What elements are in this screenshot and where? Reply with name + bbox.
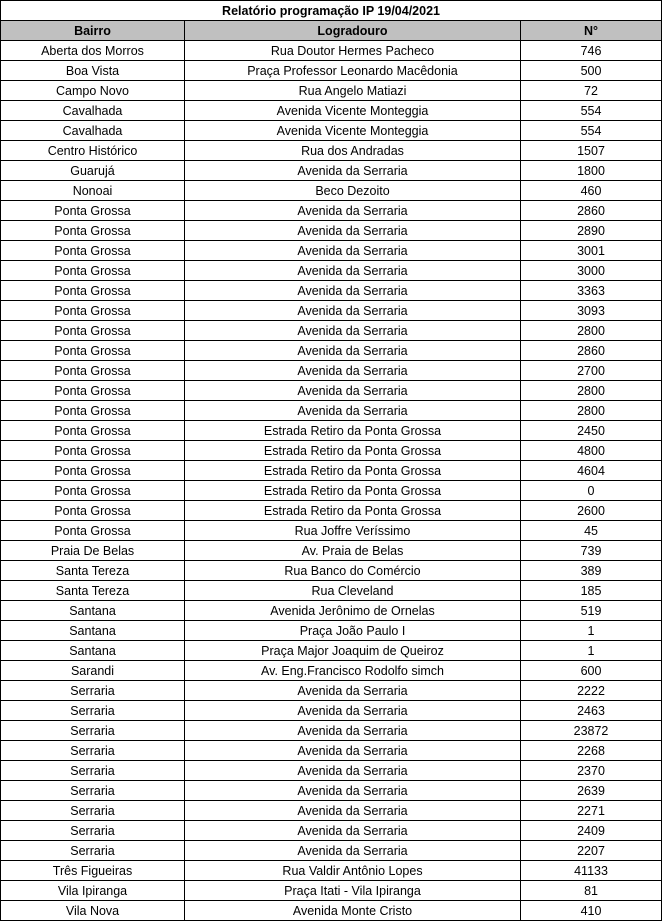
column-header-row xyxy=(1,21,662,41)
cell-bairro: Ponta Grossa xyxy=(1,221,185,241)
table-row xyxy=(1,421,662,441)
cell-bairro: Vila Ipiranga xyxy=(1,881,185,901)
cell-bairro: Ponta Grossa xyxy=(1,361,185,381)
table-row xyxy=(1,801,662,821)
cell-logradouro: Avenida da Serraria xyxy=(185,161,521,181)
cell-logradouro: Beco Dezoito xyxy=(185,181,521,201)
cell-logradouro: Avenida da Serraria xyxy=(185,681,521,701)
cell-logradouro: Avenida Vicente Monteggia xyxy=(185,101,521,121)
cell-logradouro: Avenida da Serraria xyxy=(185,321,521,341)
cell-logradouro: Avenida da Serraria xyxy=(185,781,521,801)
cell-bairro: Ponta Grossa xyxy=(1,401,185,421)
cell-logradouro: Avenida da Serraria xyxy=(185,221,521,241)
table-row xyxy=(1,221,662,241)
cell-numero: 2639 xyxy=(521,781,662,801)
cell-numero: 2700 xyxy=(521,361,662,381)
cell-numero: 460 xyxy=(521,181,662,201)
cell-bairro: Ponta Grossa xyxy=(1,481,185,501)
cell-logradouro: Avenida Vicente Monteggia xyxy=(185,121,521,141)
table-row xyxy=(1,601,662,621)
cell-logradouro: Estrada Retiro da Ponta Grossa xyxy=(185,461,521,481)
cell-bairro: Centro Histórico xyxy=(1,141,185,161)
cell-bairro: Cavalhada xyxy=(1,101,185,121)
cell-bairro: Nonoai xyxy=(1,181,185,201)
table-row xyxy=(1,261,662,281)
table-row xyxy=(1,701,662,721)
report-body xyxy=(1,41,662,921)
cell-bairro: Três Figueiras xyxy=(1,861,185,881)
cell-logradouro: Rua Cleveland xyxy=(185,581,521,601)
cell-logradouro: Praça Itati - Vila Ipiranga xyxy=(185,881,521,901)
cell-bairro: Serraria xyxy=(1,721,185,741)
cell-logradouro: Avenida da Serraria xyxy=(185,241,521,261)
table-row xyxy=(1,641,662,661)
cell-numero: 2800 xyxy=(521,381,662,401)
cell-logradouro: Avenida da Serraria xyxy=(185,801,521,821)
table-row xyxy=(1,241,662,261)
table-row xyxy=(1,201,662,221)
cell-numero: 2860 xyxy=(521,201,662,221)
cell-logradouro: Avenida da Serraria xyxy=(185,261,521,281)
cell-numero: 3001 xyxy=(521,241,662,261)
cell-bairro: Guarujá xyxy=(1,161,185,181)
cell-bairro: Santa Tereza xyxy=(1,561,185,581)
cell-numero: 2370 xyxy=(521,761,662,781)
cell-bairro: Serraria xyxy=(1,701,185,721)
cell-logradouro: Rua Banco do Comércio xyxy=(185,561,521,581)
cell-logradouro: Avenida Jerônimo de Ornelas xyxy=(185,601,521,621)
cell-bairro: Ponta Grossa xyxy=(1,381,185,401)
cell-bairro: Serraria xyxy=(1,681,185,701)
cell-bairro: Praia De Belas xyxy=(1,541,185,561)
table-row xyxy=(1,361,662,381)
cell-bairro: Ponta Grossa xyxy=(1,421,185,441)
table-row xyxy=(1,441,662,461)
cell-numero: 2890 xyxy=(521,221,662,241)
cell-logradouro: Avenida da Serraria xyxy=(185,701,521,721)
cell-numero: 2207 xyxy=(521,841,662,861)
cell-logradouro: Avenida da Serraria xyxy=(185,361,521,381)
table-row xyxy=(1,501,662,521)
table-row xyxy=(1,41,662,61)
cell-logradouro: Praça Professor Leonardo Macêdonia xyxy=(185,61,521,81)
table-row xyxy=(1,741,662,761)
cell-bairro: Ponta Grossa xyxy=(1,521,185,541)
cell-numero: 2450 xyxy=(521,421,662,441)
cell-bairro: Ponta Grossa xyxy=(1,441,185,461)
cell-logradouro: Avenida da Serraria xyxy=(185,721,521,741)
cell-numero: 2800 xyxy=(521,401,662,421)
table-row xyxy=(1,141,662,161)
cell-bairro: Campo Novo xyxy=(1,81,185,101)
cell-bairro: Sarandi xyxy=(1,661,185,681)
table-row xyxy=(1,721,662,741)
cell-logradouro: Estrada Retiro da Ponta Grossa xyxy=(185,441,521,461)
cell-logradouro: Rua dos Andradas xyxy=(185,141,521,161)
cell-logradouro: Avenida da Serraria xyxy=(185,401,521,421)
cell-numero: 519 xyxy=(521,601,662,621)
cell-numero: 3000 xyxy=(521,261,662,281)
cell-bairro: Santa Tereza xyxy=(1,581,185,601)
table-row xyxy=(1,681,662,701)
cell-bairro: Boa Vista xyxy=(1,61,185,81)
table-row xyxy=(1,301,662,321)
cell-bairro: Ponta Grossa xyxy=(1,281,185,301)
cell-numero: 3093 xyxy=(521,301,662,321)
table-row xyxy=(1,81,662,101)
cell-bairro: Serraria xyxy=(1,741,185,761)
cell-numero: 81 xyxy=(521,881,662,901)
cell-logradouro: Rua Angelo Matiazi xyxy=(185,81,521,101)
cell-numero: 185 xyxy=(521,581,662,601)
cell-bairro: Serraria xyxy=(1,801,185,821)
cell-logradouro: Avenida da Serraria xyxy=(185,341,521,361)
cell-bairro: Serraria xyxy=(1,781,185,801)
cell-numero: 389 xyxy=(521,561,662,581)
table-row xyxy=(1,481,662,501)
table-row xyxy=(1,521,662,541)
cell-bairro: Ponta Grossa xyxy=(1,461,185,481)
cell-numero: 3363 xyxy=(521,281,662,301)
table-row xyxy=(1,121,662,141)
cell-logradouro: Av. Eng.Francisco Rodolfo simch xyxy=(185,661,521,681)
cell-numero: 2860 xyxy=(521,341,662,361)
table-row xyxy=(1,861,662,881)
report-title: Relatório programação IP 19/04/2021 xyxy=(1,1,662,21)
cell-logradouro: Praça Major Joaquim de Queiroz xyxy=(185,641,521,661)
table-row xyxy=(1,281,662,301)
cell-bairro: Ponta Grossa xyxy=(1,501,185,521)
cell-bairro: Santana xyxy=(1,641,185,661)
cell-numero: 23872 xyxy=(521,721,662,741)
cell-numero: 2800 xyxy=(521,321,662,341)
cell-logradouro: Avenida da Serraria xyxy=(185,301,521,321)
cell-numero: 739 xyxy=(521,541,662,561)
cell-bairro: Ponta Grossa xyxy=(1,321,185,341)
cell-logradouro: Avenida da Serraria xyxy=(185,201,521,221)
cell-logradouro: Avenida da Serraria xyxy=(185,381,521,401)
cell-logradouro: Avenida da Serraria xyxy=(185,761,521,781)
cell-logradouro: Av. Praia de Belas xyxy=(185,541,521,561)
column-header-logradouro: Logradouro xyxy=(185,21,521,41)
cell-bairro: Ponta Grossa xyxy=(1,341,185,361)
table-row xyxy=(1,881,662,901)
cell-numero: 45 xyxy=(521,521,662,541)
cell-logradouro: Avenida da Serraria xyxy=(185,741,521,761)
column-header-bairro: Bairro xyxy=(1,21,185,41)
cell-logradouro: Praça João Paulo I xyxy=(185,621,521,641)
cell-logradouro: Rua Joffre Veríssimo xyxy=(185,521,521,541)
cell-logradouro: Rua Valdir Antônio Lopes xyxy=(185,861,521,881)
cell-numero: 500 xyxy=(521,61,662,81)
table-row xyxy=(1,181,662,201)
table-row xyxy=(1,61,662,81)
cell-numero: 4604 xyxy=(521,461,662,481)
cell-numero: 600 xyxy=(521,661,662,681)
table-row xyxy=(1,101,662,121)
cell-bairro: Ponta Grossa xyxy=(1,261,185,281)
table-row xyxy=(1,541,662,561)
table-row xyxy=(1,581,662,601)
table-row xyxy=(1,341,662,361)
cell-bairro: Vila Nova xyxy=(1,901,185,921)
cell-logradouro: Estrada Retiro da Ponta Grossa xyxy=(185,481,521,501)
table-row xyxy=(1,561,662,581)
cell-numero: 2268 xyxy=(521,741,662,761)
cell-bairro: Ponta Grossa xyxy=(1,301,185,321)
table-row xyxy=(1,461,662,481)
cell-logradouro: Estrada Retiro da Ponta Grossa xyxy=(185,421,521,441)
cell-numero: 1 xyxy=(521,621,662,641)
cell-numero: 4800 xyxy=(521,441,662,461)
cell-logradouro: Rua Doutor Hermes Pacheco xyxy=(185,41,521,61)
table-row xyxy=(1,401,662,421)
cell-numero: 410 xyxy=(521,901,662,921)
cell-logradouro: Avenida da Serraria xyxy=(185,281,521,301)
cell-bairro: Ponta Grossa xyxy=(1,201,185,221)
cell-numero: 72 xyxy=(521,81,662,101)
column-header-numero: N° xyxy=(521,21,662,41)
cell-bairro: Ponta Grossa xyxy=(1,241,185,261)
cell-numero: 1507 xyxy=(521,141,662,161)
cell-bairro: Cavalhada xyxy=(1,121,185,141)
cell-numero: 41133 xyxy=(521,861,662,881)
cell-bairro: Serraria xyxy=(1,761,185,781)
cell-logradouro: Avenida da Serraria xyxy=(185,821,521,841)
cell-numero: 1800 xyxy=(521,161,662,181)
cell-bairro: Aberta dos Morros xyxy=(1,41,185,61)
cell-bairro: Santana xyxy=(1,601,185,621)
cell-logradouro: Estrada Retiro da Ponta Grossa xyxy=(185,501,521,521)
table-row xyxy=(1,621,662,641)
table-row xyxy=(1,841,662,861)
cell-bairro: Serraria xyxy=(1,841,185,861)
cell-numero: 554 xyxy=(521,101,662,121)
table-row xyxy=(1,321,662,341)
cell-numero: 2271 xyxy=(521,801,662,821)
table-row xyxy=(1,821,662,841)
cell-numero: 0 xyxy=(521,481,662,501)
table-row xyxy=(1,761,662,781)
cell-bairro: Serraria xyxy=(1,821,185,841)
cell-numero: 746 xyxy=(521,41,662,61)
title-row xyxy=(1,1,662,21)
cell-logradouro: Avenida da Serraria xyxy=(185,841,521,861)
cell-numero: 2463 xyxy=(521,701,662,721)
cell-numero: 2222 xyxy=(521,681,662,701)
table-row xyxy=(1,781,662,801)
table-row xyxy=(1,161,662,181)
table-row xyxy=(1,901,662,921)
cell-numero: 554 xyxy=(521,121,662,141)
cell-bairro: Santana xyxy=(1,621,185,641)
table-row xyxy=(1,661,662,681)
cell-logradouro: Avenida Monte Cristo xyxy=(185,901,521,921)
table-row xyxy=(1,381,662,401)
cell-numero: 1 xyxy=(521,641,662,661)
cell-numero: 2600 xyxy=(521,501,662,521)
cell-numero: 2409 xyxy=(521,821,662,841)
